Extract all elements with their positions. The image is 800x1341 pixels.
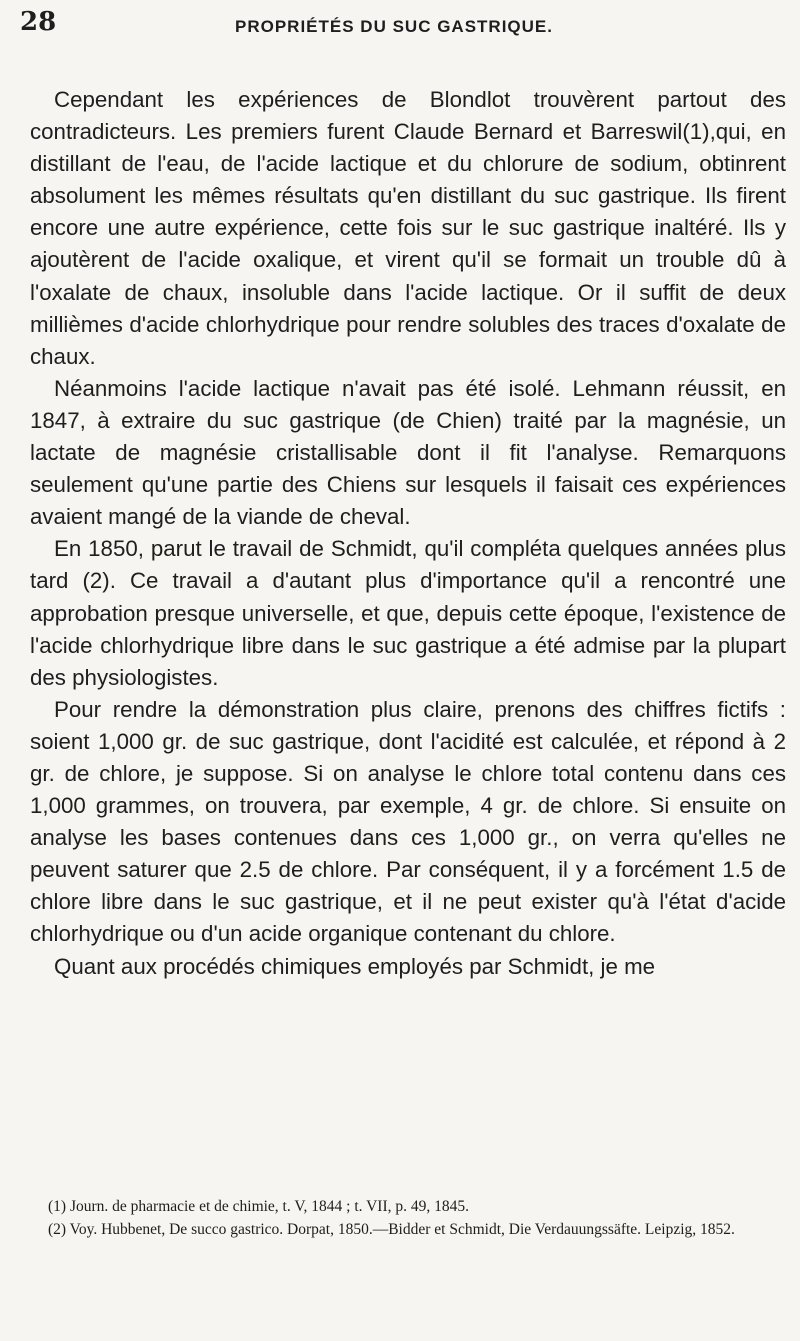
paragraph-1: Cependant les expériences de Blondlot trouvèrent partout des contradicteurs. Les premiers furent Claude Bernard et Barreswil(1),qui, en distillant de l'eau, de l'acide lactique et du chlorure de sodium, obtinrent absolument les mêmes résultats qu'en distillant du suc gastrique. Ils firent encore une autre expérience, cette fois sur le suc gastrique inaltéré. Ils y ajoutèrent de l'acide oxalique, et virent qu'il se formait un trouble dû à l'oxalate de chaux, insoluble dans l'acide lactique. Or il suffit de deux millièmes d'acide chlorhydrique pour rendre solubles des traces d'oxalate de chaux. (30, 87, 786, 369)
footnotes (30, 1196, 786, 1241)
paragraph-5: Quant aux procédés chimiques employés par Schmidt, je me (54, 953, 656, 979)
body-text (30, 84, 786, 983)
paragraph-4: Pour rendre la démonstration plus claire, prenons des chiffres fictifs : soient 1,000 gr. de suc gastrique, dont l'acidité est calculée, et répond à 2 gr. de chlore, je suppose. Si on analyse le chlore total contenu dans ces 1,000 grammes, on trouvera, par exemple, 4 gr. de chlore. Si ensuite on analyse les bases contenues dans ces 1,000 gr., on verra qu'elles ne peuvent saturer que 2.5 de chlore. Par conséquent, il y a forcément 1.5 de chlore libre dans le suc gastrique, et il ne peut exister qu'à l'état d'acide chlorhydrique ou d'un acide organique contenant du chlore. (30, 696, 786, 947)
page-number: 28 (20, 7, 57, 37)
paragraph-2: Néanmoins l'acide lactique n'avait pas été isolé. Lehmann réussit, en 1847, à extraire du suc gastrique (de Chien) traité par la magnésie, un lactate de magnésie cristallisable dont il fit l'analyse. Remarquons seulement qu'une partie des Chiens sur lesquels il faisait ces expériences avaient mangé de la viande de cheval. (30, 375, 786, 530)
paragraph-3: En 1850, parut le travail de Schmidt, qu'il compléta quelques années plus tard (2). Ce travail a d'autant plus d'importance qu'il a rencontré une approbation presque universelle, et que, depuis cette époque, l'existence de l'acide chlorhydrique libre dans le suc gastrique a été admise par la plupart des physiologistes. (30, 536, 786, 690)
footnote-2: (2) Voy. Hubbenet, De succo gastrico. Dorpat, 1850.—Bidder et Schmidt, Die Verdauungssäfte. Leipzig, 1852. (48, 1220, 735, 1238)
footnote-1: (1) Journ. de pharmacie et de chimie, t. V, 1844 ; t. VII, p. 49, 1845. (48, 1198, 470, 1215)
running-title: PROPRIÉTÉS DU SUC GASTRIQUE. (235, 17, 553, 36)
page-header (0, 7, 800, 47)
